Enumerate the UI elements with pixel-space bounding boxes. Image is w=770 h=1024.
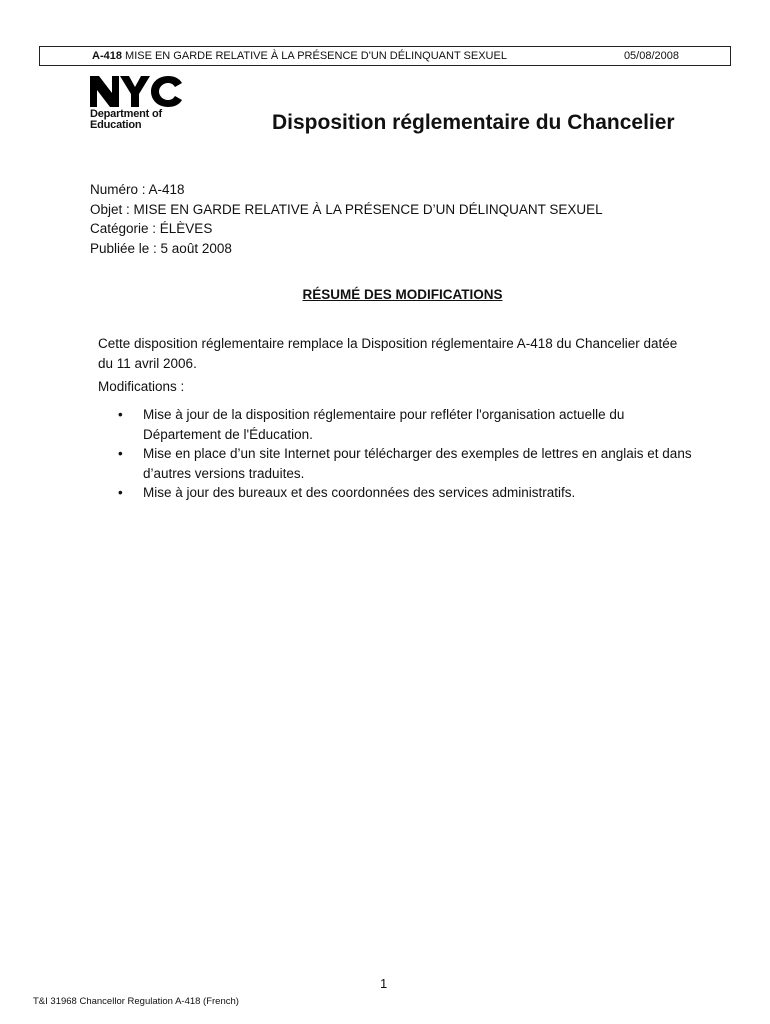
modifications-label: Modifications : — [98, 379, 185, 394]
regulation-metadata — [90, 180, 603, 258]
document-title: Disposition réglementaire du Chancelier — [272, 111, 675, 134]
header-bar — [39, 46, 731, 66]
logo-education-line: Education — [90, 119, 142, 131]
nyc-logo-icon — [90, 76, 182, 107]
bullet-icon: • — [118, 407, 123, 422]
summary-heading: RÉSUMÉ DES MODIFICATIONS — [302, 287, 503, 302]
intro-paragraph: Cette disposition réglementaire remplace la Disposition réglementaire A-418 du Chancelier datée du 11 avril 2006. — [98, 336, 678, 371]
bullet-icon: • — [118, 446, 123, 461]
meta-categorie: Catégorie : ÉLÈVES — [90, 221, 213, 236]
header-code: A-418 — [92, 50, 122, 62]
list-item — [98, 405, 698, 444]
list-item-text: Mise à jour des bureaux et des coordonnées des services administratifs. — [143, 485, 576, 500]
meta-publiee: Publiée le : 5 août 2008 — [90, 240, 232, 256]
nyc-doe-logo — [90, 76, 186, 132]
list-item — [98, 444, 698, 483]
list-item-text: Mise à jour de la disposition réglementaire pour refléter l'organisation actuelle du Département de l'Éducation. — [143, 407, 625, 442]
meta-objet: Objet : MISE EN GARDE RELATIVE À LA PRÉSENCE D’UN DÉLINQUANT SEXUEL — [90, 201, 603, 217]
footer-note: T&I 31968 Chancellor Regulation A-418 (French) — [33, 996, 239, 1007]
list-item-text: Mise en place d’un site Internet pour télécharger des exemples de lettres en anglais et dans d’autres versions traduites. — [143, 446, 692, 481]
header-subject-line — [92, 50, 507, 62]
logo-department-line: Department of — [90, 108, 162, 120]
header-subject: MISE EN GARDE RELATIVE À LA PRÉSENCE D'UN DÉLINQUANT SEXUEL — [121, 50, 507, 62]
modifications-list — [98, 405, 698, 503]
bullet-icon: • — [118, 485, 123, 500]
meta-numero: Numéro : A-418 — [90, 182, 185, 197]
header-date: 05/08/2008 — [623, 50, 679, 62]
page-number: 1 — [380, 976, 388, 991]
list-item — [98, 483, 698, 503]
